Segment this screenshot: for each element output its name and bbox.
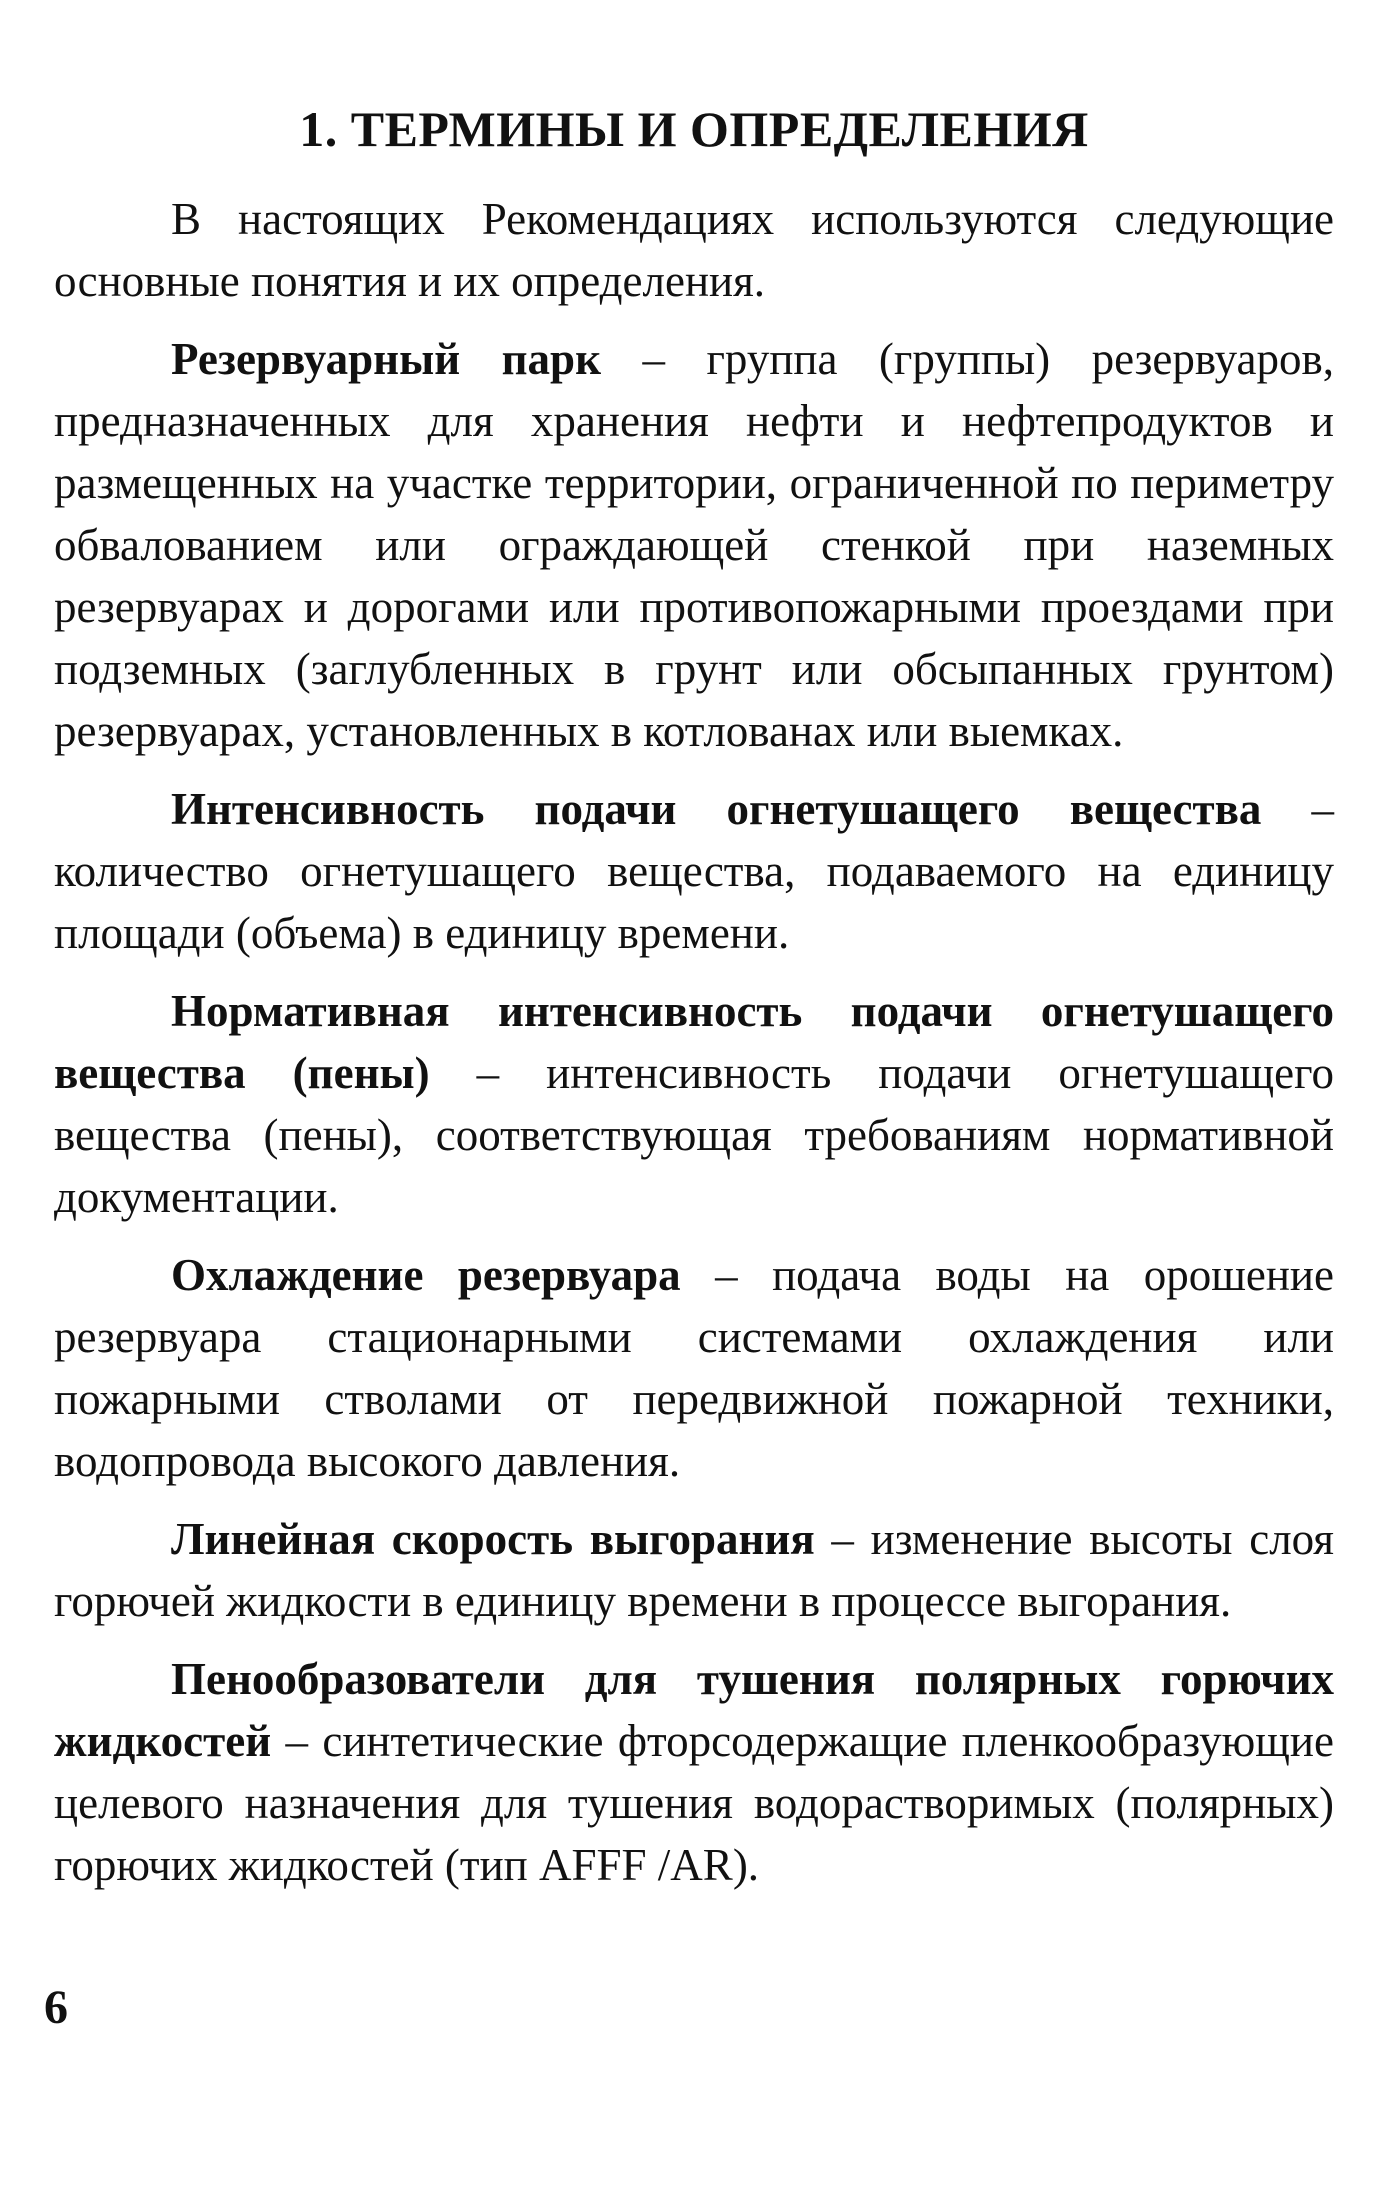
definition-supply-intensity bbox=[54, 778, 1334, 964]
definition-text: – подача воды на орошение резервуара стационарными системами охлаждения или пожарными стволами от передвижной пожарной техники, водопровода высокого давления. bbox=[54, 1250, 1334, 1486]
term: Охлаждение резервуара bbox=[171, 1250, 681, 1300]
definition-text: – интенсивность подачи огнетушащего вещества (пены), соответствующая требованиям нормативной документации. bbox=[54, 1048, 1334, 1222]
definition-foaming-agents bbox=[54, 1648, 1334, 1896]
definition-burn-rate bbox=[54, 1508, 1334, 1632]
term: Пенообразователи для тушения полярных горючих жидкостей bbox=[54, 1654, 1334, 1766]
intro-paragraph: В настоящих Рекомендациях используются следующие основные понятия и их определения. bbox=[54, 194, 1334, 306]
term: Резервуарный парк bbox=[171, 334, 601, 384]
term: Интенсивность подачи огнетушащего вещества bbox=[171, 784, 1262, 834]
definition-text: – количество огнетушащего вещества, подаваемого на единицу площади (объема) в единицу времени. bbox=[54, 784, 1334, 958]
definition-tank-cooling bbox=[54, 1244, 1334, 1492]
definition-reservoir-park bbox=[54, 328, 1334, 762]
section-heading: 1. ТЕРМИНЫ И ОПРЕДЕЛЕНИЯ bbox=[299, 101, 1089, 157]
page-number: 6 bbox=[44, 1981, 68, 2034]
term: Линейная скорость выгорания bbox=[171, 1514, 815, 1564]
definition-text: – группа (группы) резервуаров, предназначенных для хранения нефти и нефтепродуктов и размещенных на участке территории, ограниченной по периметру обвалованием или ограждающей стенкой при наземных резервуарах и дорогами или противопожарными проездами при подземных (заглубленных в грунт или обсыпанных грунтом) резервуарах, установленных в котлованах или выемках. bbox=[54, 334, 1334, 756]
term: Нормативная интенсивность подачи огнетушащего вещества (пены) bbox=[54, 986, 1334, 1098]
definition-text: – синтетические фторсодержащие пленкообразующие целевого назначения для тушения водорастворимых (полярных) горючих жидкостей (тип AFFF /AR). bbox=[54, 1716, 1334, 1890]
definition-text: – изменение высоты слоя горючей жидкости в единицу времени в процессе выгорания. bbox=[54, 1514, 1334, 1626]
definition-normative-intensity bbox=[54, 980, 1334, 1228]
